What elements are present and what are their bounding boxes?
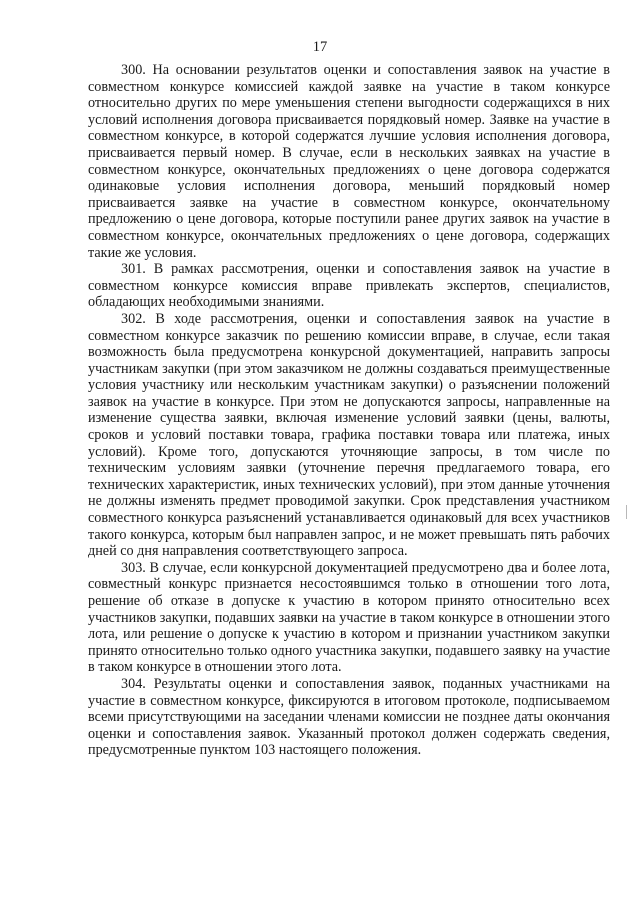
paragraph-number: 304. bbox=[121, 675, 146, 692]
paragraph-number: 300. bbox=[121, 62, 146, 78]
paragraph-302 bbox=[88, 311, 610, 560]
paragraph-304 bbox=[88, 676, 610, 759]
paragraph-number: 301. bbox=[121, 261, 146, 278]
paragraph-number: 303. bbox=[121, 559, 146, 576]
document-body bbox=[88, 62, 610, 759]
paragraph-text: В рамках рассмотрения, оценки и сопоставления заявок на участие в совместном конкурсе комиссия вправе привлекать экспертов, специалистов, обладающих необходимыми знаниями. bbox=[88, 261, 610, 311]
page-number: 17 bbox=[312, 39, 328, 55]
paragraph-303 bbox=[88, 560, 610, 676]
paragraph-number: 302. bbox=[121, 310, 146, 327]
paragraph-text: В случае, если конкурсной документацией предусмотрено два и более лота, совместный конкурс признается несостоявшимся только в отношении того лота, решение об отказе в допуске к участию в котором принято относительно всех участников закупки, подавших заявки на участие в таком конкурсе в отношении этого лота, или решение о допуске к участию в котором и признании участником закупки принято относительно только одного участника закупки, подавшего заявку на участие в таком конкурсе в отношении этого лота. bbox=[88, 559, 611, 676]
paragraph-text: На основании результатов оценки и сопоставления заявок на участие в совместном конкурсе комиссией каждой заявке на участие в таком конкурсе относительно других по мере уменьшения степени выгодности содержащихся в них условий исполнения договора присваивается порядковый номер. Заявке на участие в совместном конкурсе, в которой содержатся лучшие условия исполнения договора, присваивается первый номер. В случае, если в нескольких заявках на участие в совместном конкурсе, окончательных предложениях о цене договора содержатся одинаковые условия исполнения договора, меньший порядковый номер присваивается заявке на участие в совместном конкурсе, окончательному предложению о цене договора, которые поступили ранее других заявок на участие в совместном конкурсе, окончательных предложениях о цене договора, содержащих такие же условия. bbox=[88, 62, 611, 261]
paragraph-301 bbox=[88, 261, 610, 311]
paragraph-text: В ходе рассмотрения, оценки и сопоставления заявок на участие в совместном конкурсе заказчик по решению комиссии вправе, в случае, если такая возможность была предусмотрена конкурсной документацией, направить запросы участникам закупки (при этом заказчиком не должны создаваться преимущественные условия участнику или нескольким участникам закупки) о разъяснении положений заявок на участие в конкурсе. При этом не допускаются запросы, направленные на изменение существа заявки, включая изменение условий заявки (цены, валюты, сроков и условий поставки товара, графика поставки товара или платежа, иных условий). Кроме того, допускаются уточняющие запросы, в том числе по техническим условиям заявки (уточнение перечня предлагаемого товара, его технических характеристик, иных технических условий), при этом данные уточнения не должны изменять предмет проводимой закупки. Срок представления участником совместного конкурса разъяснений устанавливается одинаковый для всех участников такого конкурса, которым был направлен запрос, и не может превышать пять рабочих дней со дня направления соответствующего запроса. bbox=[88, 310, 611, 560]
paragraph-300 bbox=[88, 62, 610, 261]
scan-margin-mark bbox=[626, 505, 627, 519]
paragraph-text: Результаты оценки и сопоставления заявок, поданных участниками на участие в совместном конкурсе, фиксируются в итоговом протоколе, подписываемом всеми присутствующими на заседании членами комиссии не позднее даты окончания оценки и сопоставления заявок. Указанный протокол должен содержать сведения, предусмотренные пунктом 103 настоящего положения. bbox=[88, 675, 610, 759]
